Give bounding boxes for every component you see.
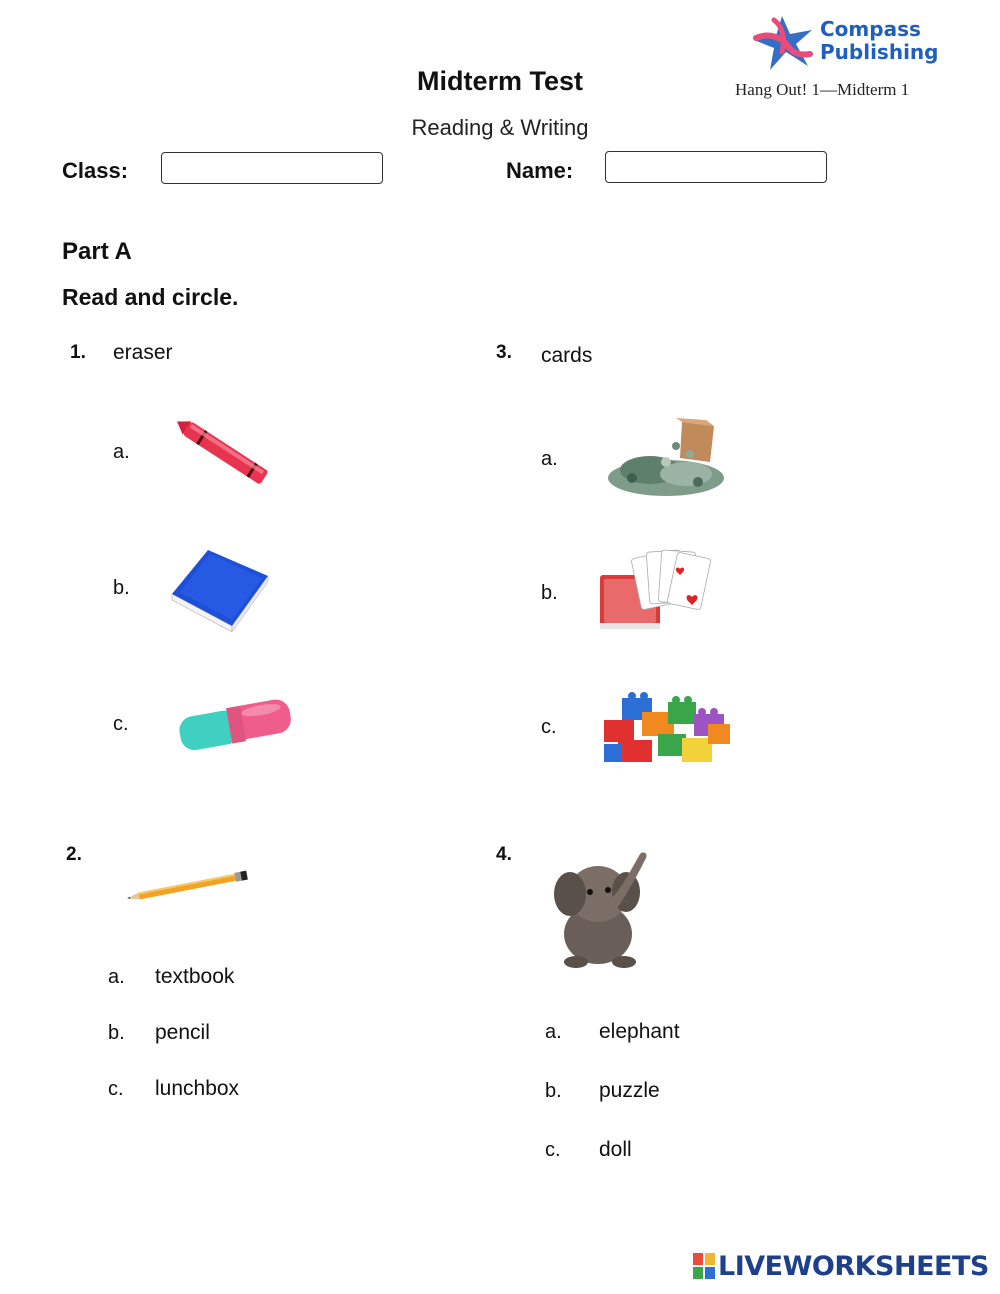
question-1-word: eraser	[113, 341, 173, 364]
q4-option-a-letter[interactable]: a.	[545, 1021, 562, 1043]
question-3-word: cards	[541, 344, 593, 367]
q4-option-c-letter[interactable]: c.	[545, 1139, 561, 1161]
brand-name	[820, 18, 938, 64]
q4-option-c-text[interactable]: doll	[599, 1138, 632, 1161]
q2-option-a-text[interactable]: textbook	[155, 965, 235, 988]
q3-option-c-letter[interactable]: c.	[541, 716, 557, 738]
q2-option-c-letter[interactable]: c.	[108, 1078, 124, 1100]
liveworksheets-logo-icon	[693, 1253, 715, 1285]
q2-option-b-letter[interactable]: b.	[108, 1022, 125, 1044]
q3-option-b-letter[interactable]: b.	[541, 582, 558, 604]
brand-line-2: Publishing	[820, 40, 939, 64]
q3-option-a-letter[interactable]: a.	[541, 448, 558, 470]
q4-option-b-letter[interactable]: b.	[545, 1080, 562, 1102]
q2-option-a-letter[interactable]: a.	[108, 966, 125, 988]
part-heading: Part A	[62, 238, 132, 265]
puzzle-image[interactable]	[602, 418, 734, 502]
q4-option-a-text[interactable]: elephant	[599, 1020, 680, 1043]
blocks-image[interactable]	[598, 684, 732, 770]
q1-option-b-letter[interactable]: b.	[113, 577, 130, 599]
question-2-number: 2.	[66, 844, 82, 865]
part-instruction: Read and circle.	[62, 284, 239, 310]
question-3-number: 3.	[496, 342, 512, 363]
series-label: Hang Out! 1—Midterm 1	[735, 80, 910, 99]
page-title: Midterm Test	[416, 66, 584, 96]
q4-option-b-text[interactable]: puzzle	[599, 1079, 660, 1102]
q1-option-a-letter[interactable]: a.	[113, 441, 130, 463]
liveworksheets-watermark: LIVEWORKSHEETS	[718, 1251, 989, 1282]
name-label: Name:	[506, 158, 574, 183]
class-input[interactable]	[161, 152, 383, 184]
page-subtitle: Reading & Writing	[411, 115, 589, 140]
elephant-toy-image	[552, 848, 652, 972]
question-4-number: 4.	[496, 844, 512, 865]
crayon-image[interactable]	[168, 418, 280, 486]
eraser-image[interactable]	[173, 695, 295, 753]
playing-cards-image[interactable]	[596, 545, 726, 633]
question-1-number: 1.	[70, 342, 86, 363]
brand-line-1: Compass	[820, 17, 921, 41]
class-label: Class:	[62, 158, 129, 183]
q2-option-c-text[interactable]: lunchbox	[155, 1077, 240, 1100]
q2-option-b-text[interactable]: pencil	[155, 1021, 210, 1044]
book-image[interactable]	[168, 550, 270, 628]
pencil-image	[124, 870, 252, 902]
name-input[interactable]	[605, 151, 827, 183]
star-logo-icon	[752, 12, 822, 74]
q1-option-c-letter[interactable]: c.	[113, 713, 129, 735]
